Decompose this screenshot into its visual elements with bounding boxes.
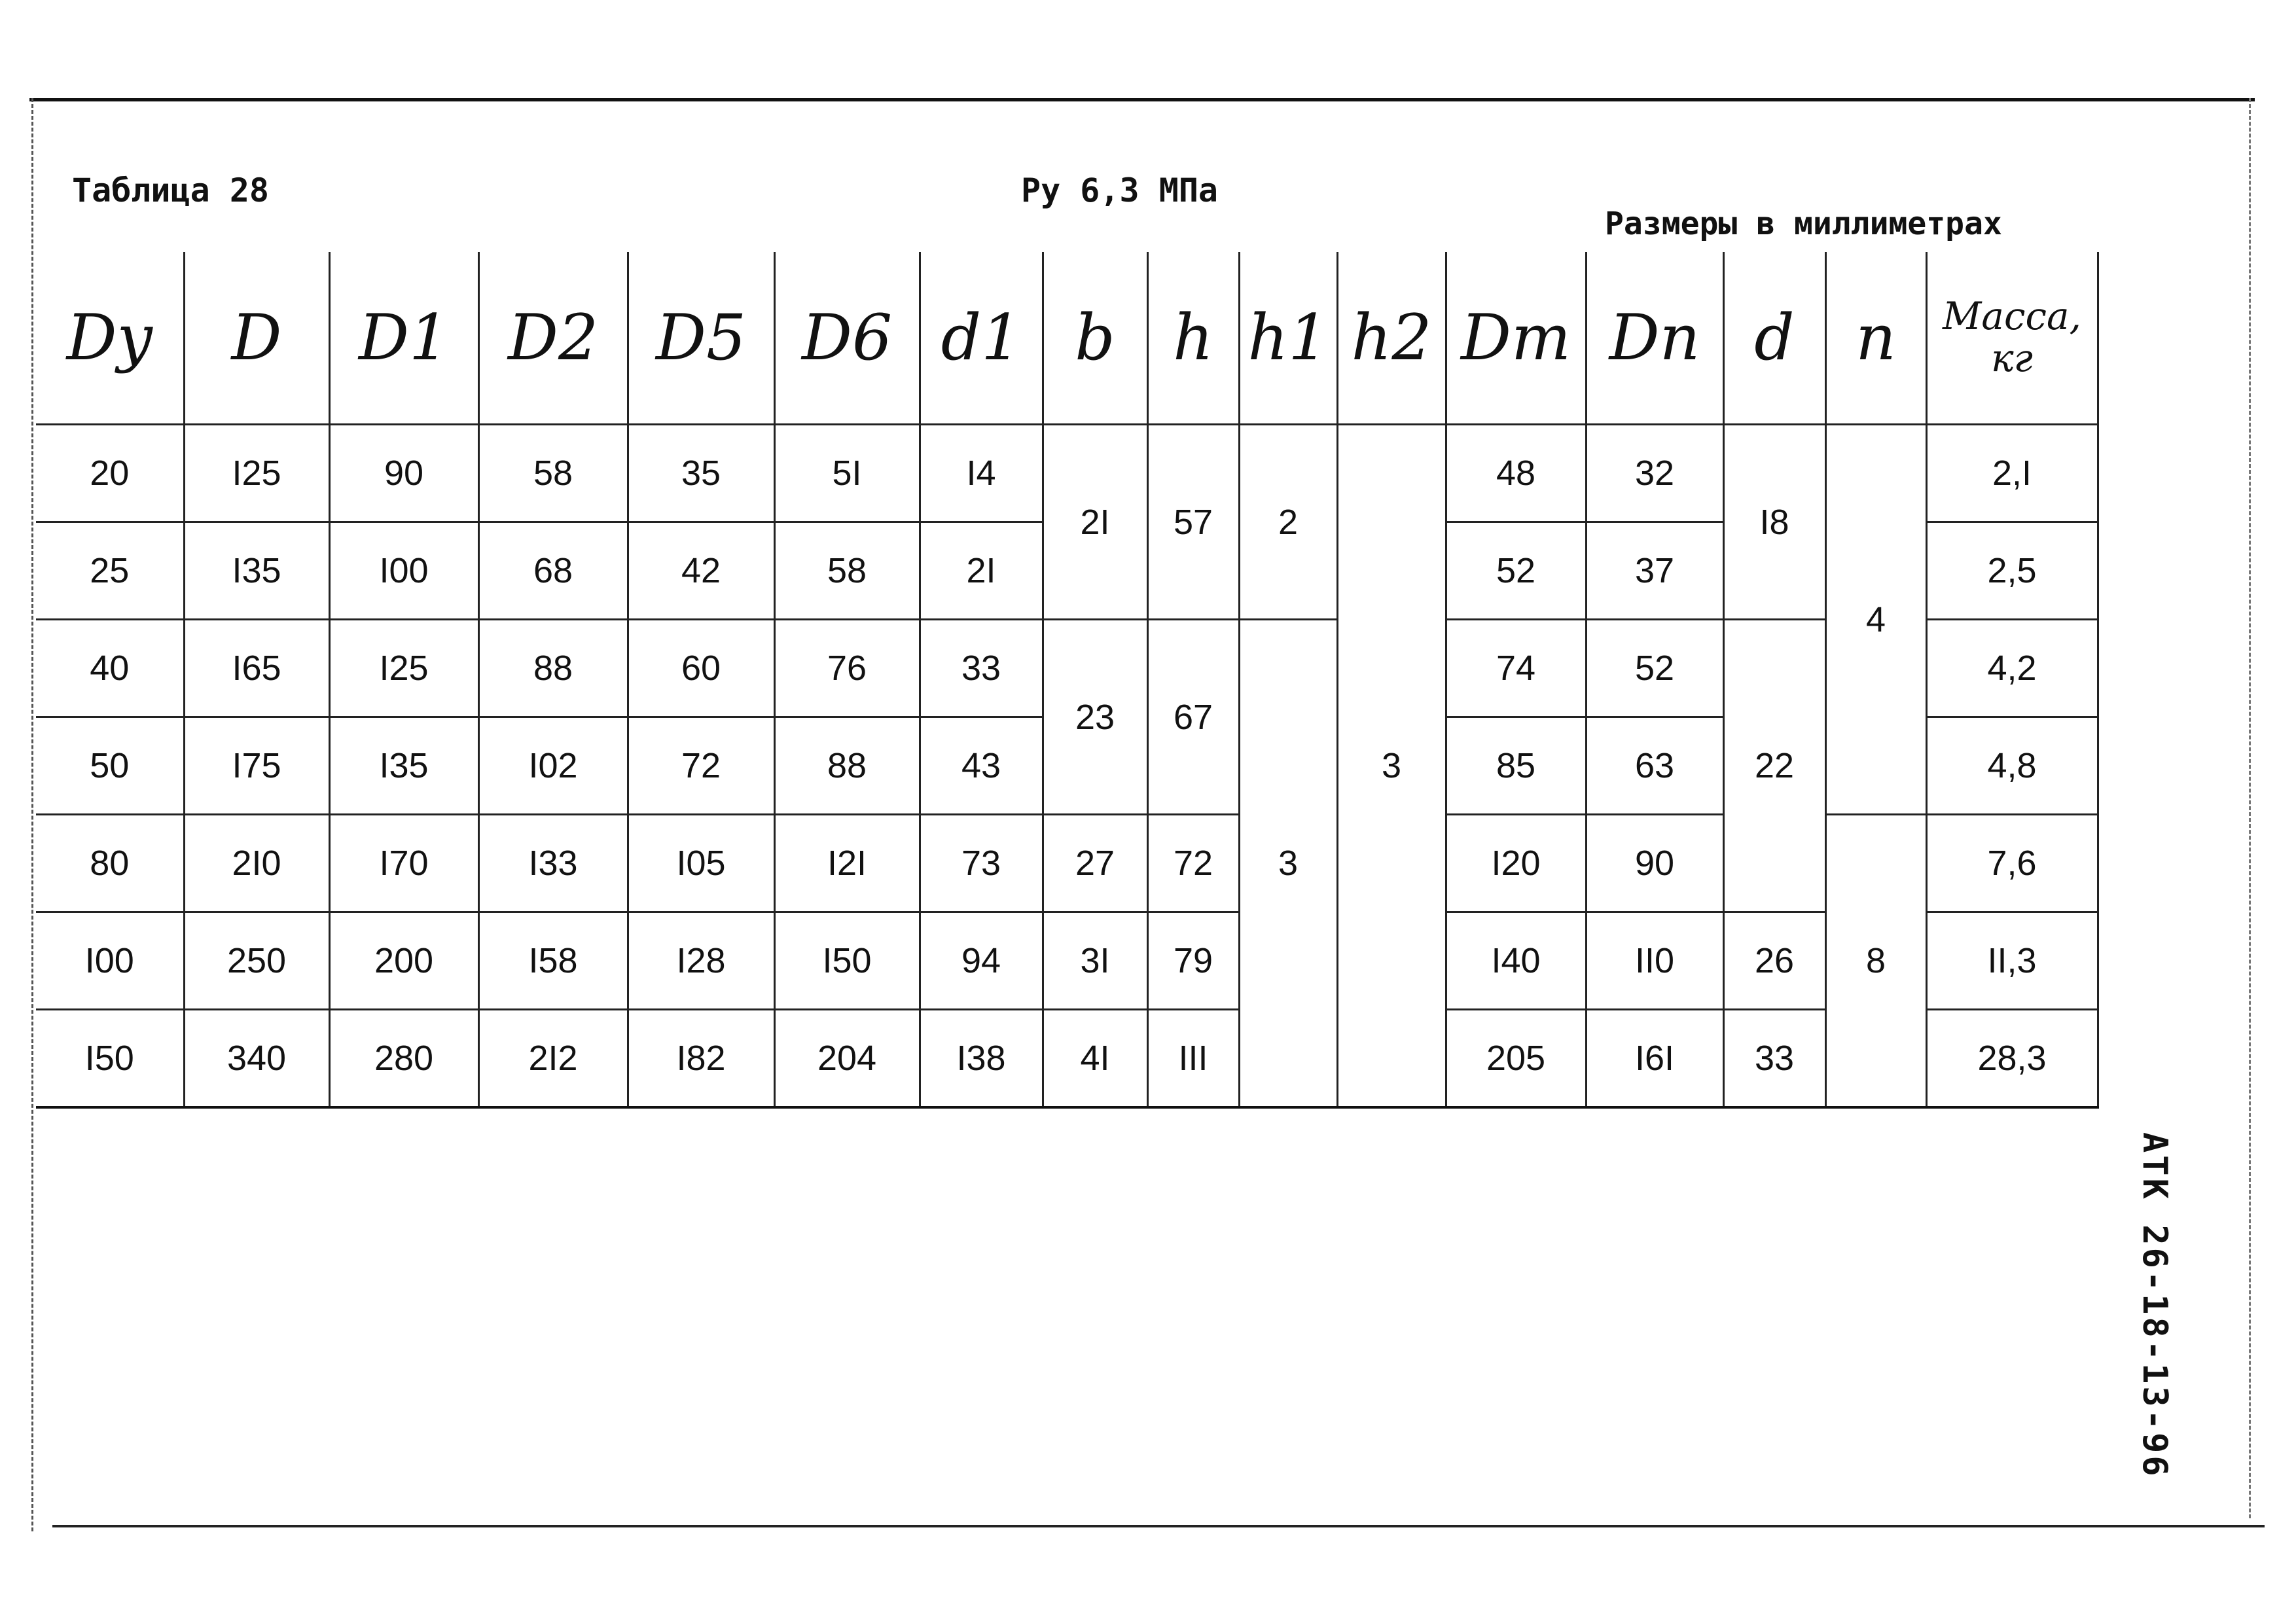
cell-Dm: 205 — [1446, 1010, 1586, 1108]
col-header-Dy: Dy — [36, 252, 184, 425]
cell-D5: I82 — [628, 1010, 774, 1108]
cell-Dn: II0 — [1586, 912, 1723, 1010]
col-header-mass — [1926, 252, 2098, 425]
cell-Dn: 32 — [1586, 425, 1723, 522]
cell-d-merged: 22 — [1723, 620, 1825, 912]
cell-Dy: I50 — [36, 1010, 184, 1108]
frame-top-border — [29, 98, 2255, 101]
document-number: АТК 26-18-13-96 — [2135, 1132, 2174, 1479]
cell-D: I35 — [184, 522, 329, 620]
cell-D5: 35 — [628, 425, 774, 522]
col-header-D2: D2 — [478, 252, 628, 425]
cell-d: 33 — [1723, 1010, 1825, 1108]
cell-h: 72 — [1147, 815, 1239, 912]
cell-Dn: 52 — [1586, 620, 1723, 717]
cell-D6: 204 — [774, 1010, 920, 1108]
cell-D6: I2I — [774, 815, 920, 912]
pressure-label: Ру 6,3 МПа — [1021, 171, 1219, 209]
mass-header-line1: Масса, — [1943, 294, 2081, 339]
table-row — [36, 1010, 2098, 1108]
col-header-h2: h2 — [1337, 252, 1446, 425]
col-header-h1: h1 — [1239, 252, 1337, 425]
cell-D6: 76 — [774, 620, 920, 717]
cell-Dm: 48 — [1446, 425, 1586, 522]
frame-left-border — [31, 98, 33, 1531]
cell-D5: 42 — [628, 522, 774, 620]
cell-D1: 200 — [329, 912, 478, 1010]
cell-D: I25 — [184, 425, 329, 522]
cell-Dm: 74 — [1446, 620, 1586, 717]
cell-Dm: I20 — [1446, 815, 1586, 912]
col-header-d1: d1 — [920, 252, 1043, 425]
cell-Dn: 63 — [1586, 717, 1723, 815]
cell-D: I65 — [184, 620, 329, 717]
cell-b-merged: 23 — [1043, 620, 1147, 815]
cell-mass: 4,8 — [1926, 717, 2098, 815]
cell-D1: I00 — [329, 522, 478, 620]
cell-h1-merged: 2 — [1239, 425, 1337, 620]
cell-Dy: 25 — [36, 522, 184, 620]
cell-n-merged: 8 — [1825, 815, 1926, 1108]
table-title: Таблица 28 — [72, 171, 270, 209]
cell-b: 4I — [1043, 1010, 1147, 1108]
cell-D1: 280 — [329, 1010, 478, 1108]
cell-D2: I58 — [478, 912, 628, 1010]
cell-d1: I38 — [920, 1010, 1043, 1108]
cell-Dm: 52 — [1446, 522, 1586, 620]
cell-Dy: 40 — [36, 620, 184, 717]
col-header-b: b — [1043, 252, 1147, 425]
cell-D2: 68 — [478, 522, 628, 620]
cell-D: I75 — [184, 717, 329, 815]
table-row — [36, 912, 2098, 1010]
col-header-D: D — [184, 252, 329, 425]
cell-b-merged: 2I — [1043, 425, 1147, 620]
table-row — [36, 620, 2098, 717]
cell-mass: 2,I — [1926, 425, 2098, 522]
frame-right-border — [2249, 98, 2251, 1518]
cell-mass: 28,3 — [1926, 1010, 2098, 1108]
cell-b: 3I — [1043, 912, 1147, 1010]
cell-mass: II,3 — [1926, 912, 2098, 1010]
cell-D6: 88 — [774, 717, 920, 815]
cell-n-merged: 4 — [1825, 425, 1926, 815]
cell-mass: 4,2 — [1926, 620, 2098, 717]
cell-D2: I02 — [478, 717, 628, 815]
cell-Dy: 20 — [36, 425, 184, 522]
col-header-D6: D6 — [774, 252, 920, 425]
cell-D2: 88 — [478, 620, 628, 717]
cell-D6: I50 — [774, 912, 920, 1010]
col-header-h: h — [1147, 252, 1239, 425]
cell-D1: I35 — [329, 717, 478, 815]
cell-D2: 58 — [478, 425, 628, 522]
cell-D: 340 — [184, 1010, 329, 1108]
cell-D1: I70 — [329, 815, 478, 912]
cell-D5: I28 — [628, 912, 774, 1010]
cell-D5: 60 — [628, 620, 774, 717]
cell-D1: 90 — [329, 425, 478, 522]
cell-D5: 72 — [628, 717, 774, 815]
cell-h-merged: 67 — [1147, 620, 1239, 815]
col-header-D1: D1 — [329, 252, 478, 425]
cell-d1: 2I — [920, 522, 1043, 620]
cell-Dn: I6I — [1586, 1010, 1723, 1108]
table-row — [36, 425, 2098, 522]
frame-bottom-border — [52, 1525, 2265, 1527]
mass-header-line2: кг — [1991, 336, 2033, 380]
cell-d1: 94 — [920, 912, 1043, 1010]
dimensions-table — [36, 252, 2099, 1109]
cell-d1: 33 — [920, 620, 1043, 717]
cell-h1-merged: 3 — [1239, 620, 1337, 1108]
cell-b: 27 — [1043, 815, 1147, 912]
cell-mass: 7,6 — [1926, 815, 2098, 912]
cell-d1: 43 — [920, 717, 1043, 815]
cell-D2: 2I2 — [478, 1010, 628, 1108]
cell-Dy: 50 — [36, 717, 184, 815]
units-note: Размеры в миллиметрах — [1605, 205, 2002, 242]
col-header-D5: D5 — [628, 252, 774, 425]
cell-D: 2I0 — [184, 815, 329, 912]
cell-Dn: 37 — [1586, 522, 1723, 620]
cell-D2: I33 — [478, 815, 628, 912]
cell-d: 26 — [1723, 912, 1825, 1010]
cell-Dy: 80 — [36, 815, 184, 912]
cell-Dm: 85 — [1446, 717, 1586, 815]
cell-Dm: I40 — [1446, 912, 1586, 1010]
col-header-Dm: Dm — [1446, 252, 1586, 425]
cell-d1: I4 — [920, 425, 1043, 522]
cell-Dn: 90 — [1586, 815, 1723, 912]
cell-D5: I05 — [628, 815, 774, 912]
cell-d-merged: I8 — [1723, 425, 1825, 620]
cell-mass: 2,5 — [1926, 522, 2098, 620]
cell-h: 79 — [1147, 912, 1239, 1010]
col-header-d: d — [1723, 252, 1825, 425]
cell-d1: 73 — [920, 815, 1043, 912]
cell-h: III — [1147, 1010, 1239, 1108]
cell-h-merged: 57 — [1147, 425, 1239, 620]
col-header-Dn: Dn — [1586, 252, 1723, 425]
col-header-n: n — [1825, 252, 1926, 425]
cell-Dy: I00 — [36, 912, 184, 1010]
cell-D: 250 — [184, 912, 329, 1010]
cell-D6: 58 — [774, 522, 920, 620]
cell-h2-merged: 3 — [1337, 425, 1446, 1108]
header-row — [36, 252, 2098, 425]
cell-D6: 5I — [774, 425, 920, 522]
cell-D1: I25 — [329, 620, 478, 717]
